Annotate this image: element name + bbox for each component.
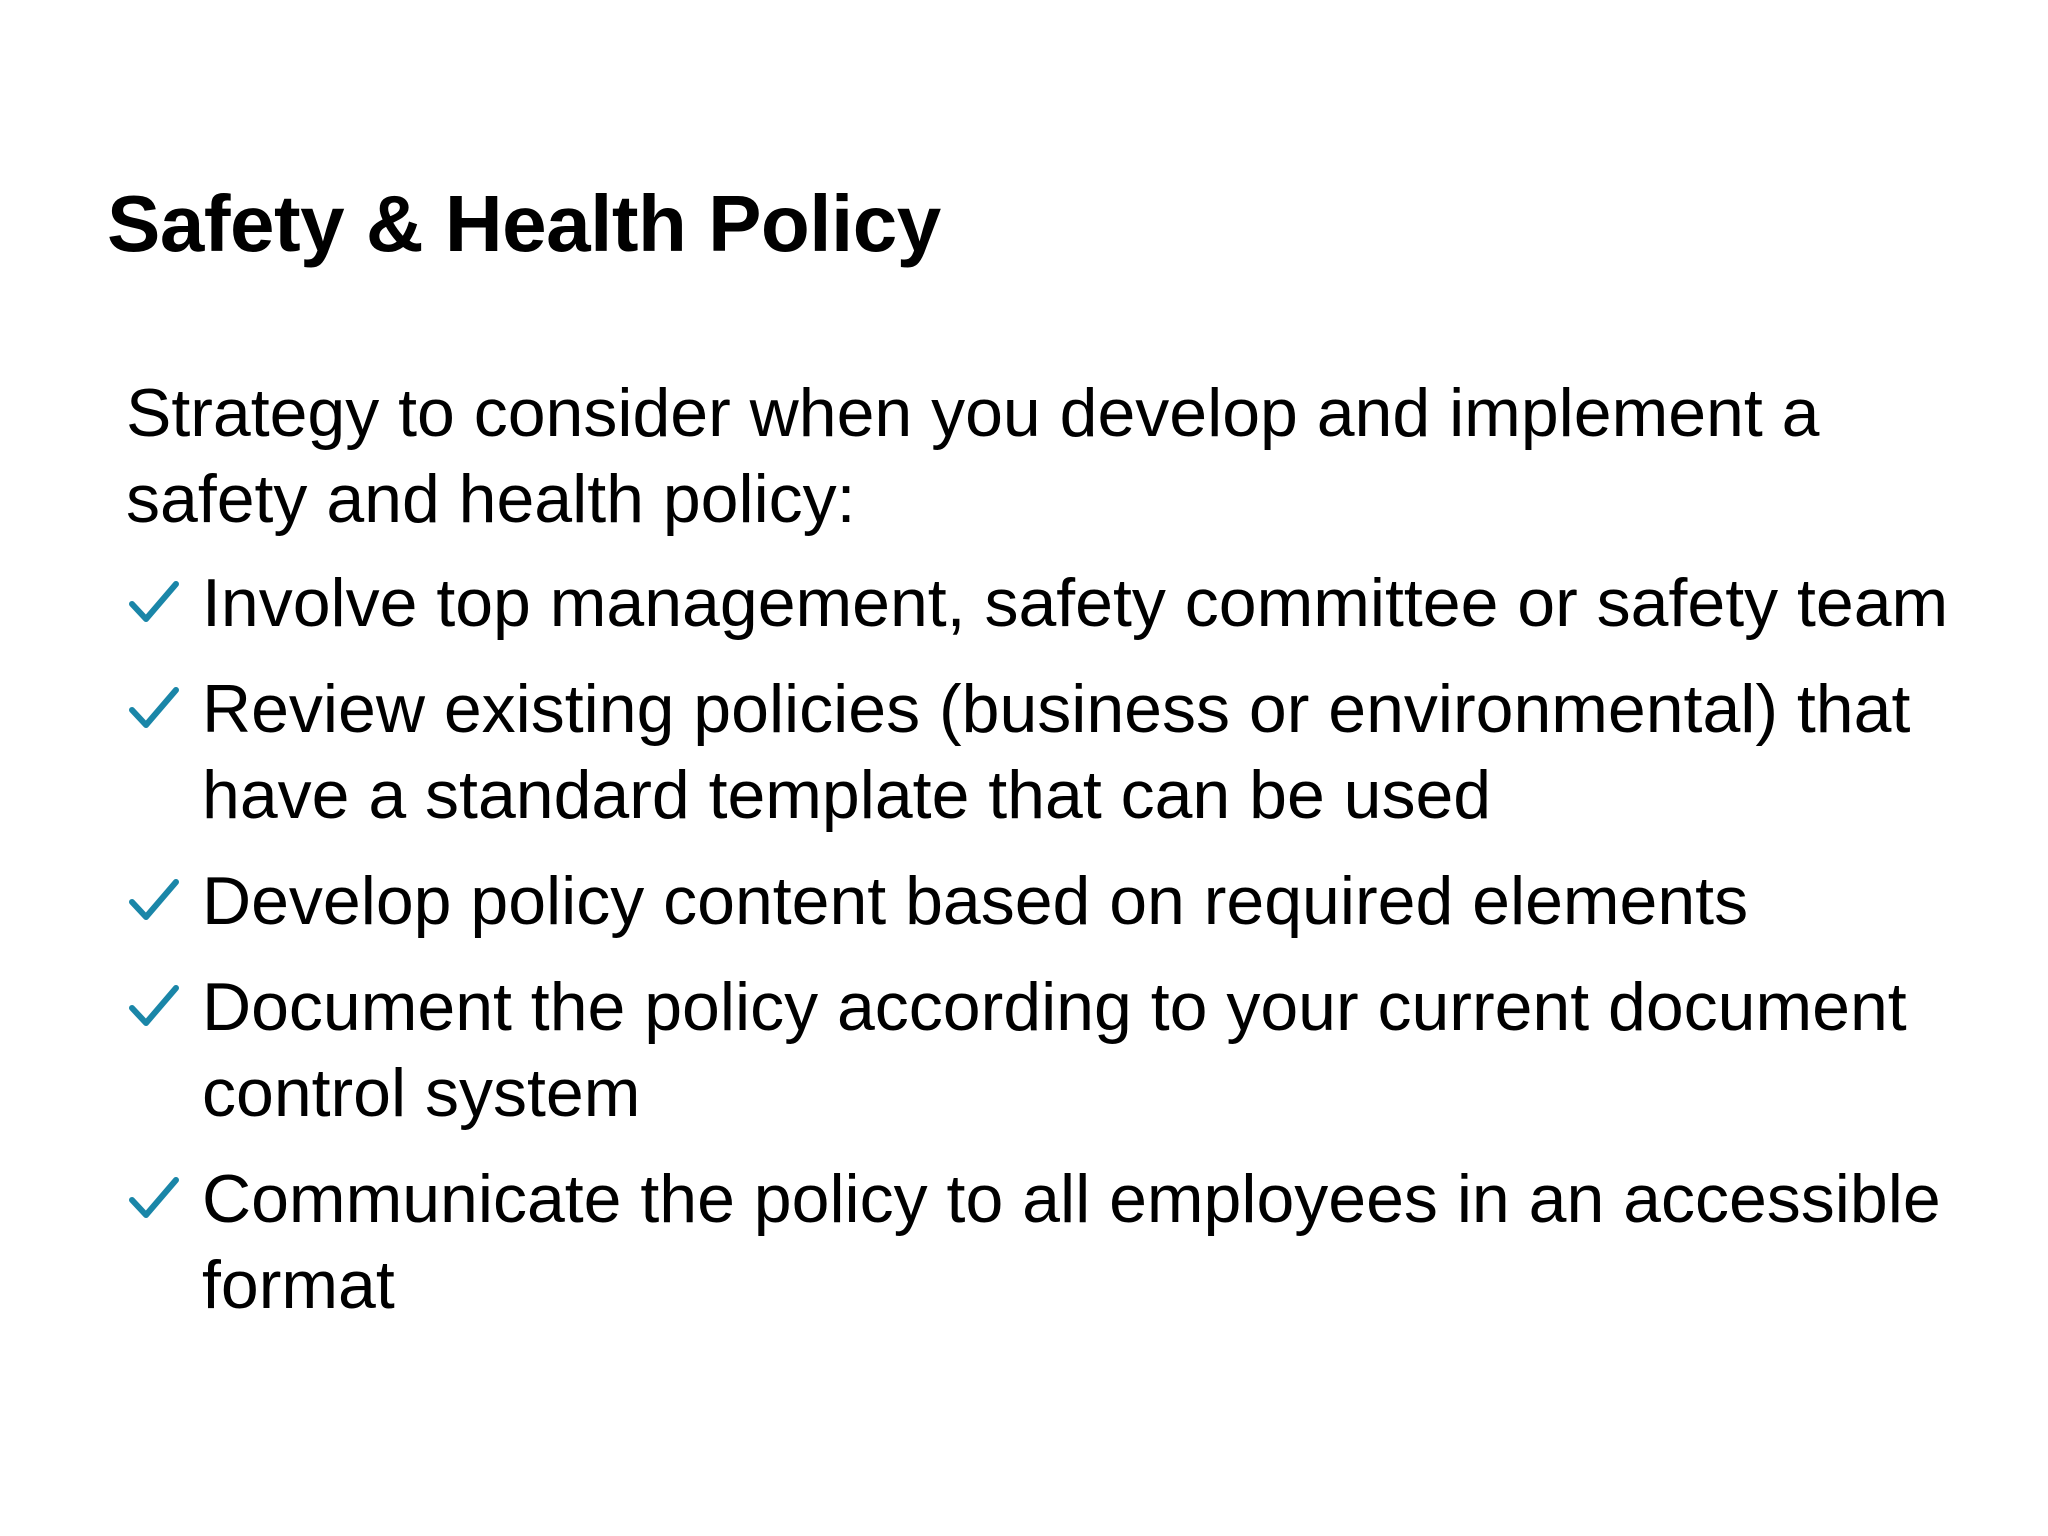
bullet-item <box>126 1156 1986 1328</box>
bullet-text: Review existing policies (business or environmental) that have a standard template that can be used <box>202 671 1911 833</box>
bullet-item <box>126 666 1986 838</box>
bullet-list <box>126 560 1986 1348</box>
bullet-text: Communicate the policy to all employees in an accessible format <box>202 1161 1941 1323</box>
checkmark-icon <box>126 858 190 944</box>
checkmark-icon <box>126 666 190 752</box>
checkmark-icon <box>126 1156 190 1242</box>
bullet-item <box>126 964 1986 1136</box>
bullet-text: Develop policy content based on required elements <box>202 863 1749 939</box>
bullet-text: Document the policy according to your current document control system <box>202 969 1907 1131</box>
bullet-item <box>126 858 1986 944</box>
bullet-text: Involve top management, safety committee or safety team <box>202 565 1949 641</box>
checkmark-icon <box>126 560 190 646</box>
intro-text: Strategy to consider when you develop and implement a safety and health policy: <box>126 375 1820 537</box>
slide-title: Safety & Health Policy <box>107 179 941 268</box>
bullet-item <box>126 560 1986 646</box>
checkmark-icon <box>126 964 190 1050</box>
